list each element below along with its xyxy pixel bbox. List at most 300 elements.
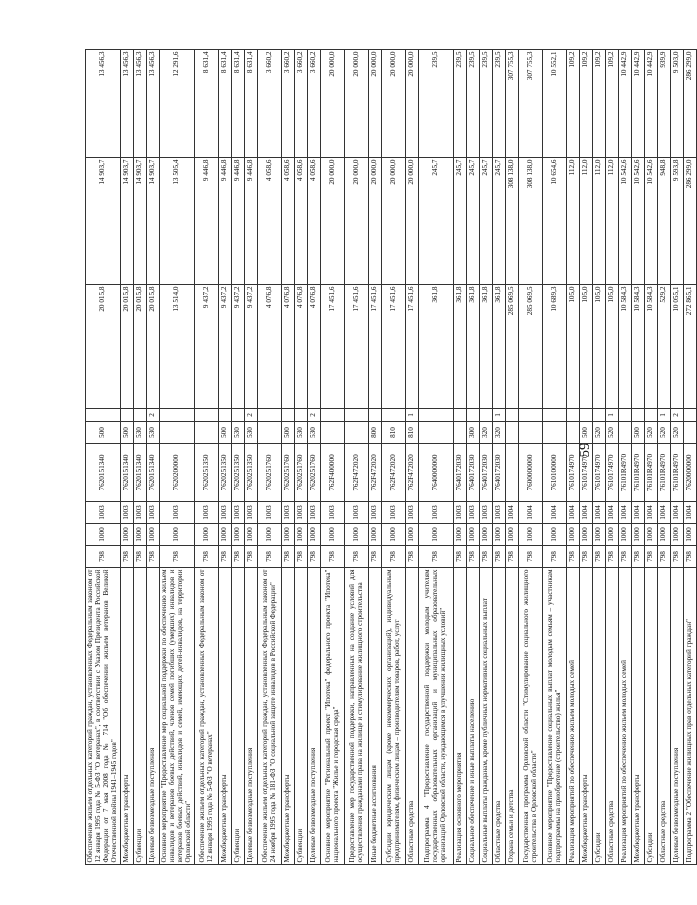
- source-cell: 1: [493, 409, 506, 422]
- row-name-cell: Субсидии: [593, 568, 606, 865]
- amount-1-cell: 10 584,3: [645, 285, 658, 409]
- table-row: [645, 50, 658, 865]
- gr-code-cell: 798: [245, 546, 258, 568]
- amount-3-cell: 939,9: [658, 50, 671, 158]
- section-cell: 1000: [321, 524, 345, 546]
- amount-2-cell: 4 058,6: [258, 158, 282, 285]
- source-cell: [619, 409, 632, 422]
- section-cell: 1000: [121, 524, 134, 546]
- subsection-cell: 1003: [321, 502, 345, 524]
- amount-2-cell: 20 000,0: [406, 158, 419, 285]
- row-name-cell: Государственная программа Орловской области "Стимулирование социального жилищного строительства в Орловской области": [519, 568, 543, 865]
- amount-2-cell: 10 542,6: [619, 158, 632, 285]
- table-row: [369, 50, 382, 865]
- amount-1-cell: 9 437,2: [245, 285, 258, 409]
- table-row: [632, 50, 645, 865]
- amount-1-cell: 10 584,3: [619, 285, 632, 409]
- table-row: [454, 50, 467, 865]
- amount-1-cell: 17 451,6: [382, 285, 406, 409]
- source-cell: [632, 409, 645, 422]
- source-cell: [195, 409, 219, 422]
- subsection-cell: 1003: [86, 502, 121, 524]
- target-article-cell: 76101R4970: [645, 444, 658, 502]
- expense-type-cell: [543, 422, 567, 444]
- amount-2-cell: 10 654,6: [543, 158, 567, 285]
- amount-1-cell: 285 069,5: [519, 285, 543, 409]
- section-cell: 1000: [454, 524, 467, 546]
- row-name-cell: Субвенции: [134, 568, 147, 865]
- section-cell: 1000: [480, 524, 493, 546]
- target-article-cell: 7640172030: [454, 444, 467, 502]
- amount-1-cell: 10 689,3: [543, 285, 567, 409]
- amount-3-cell: 20 000,0: [369, 50, 382, 158]
- table-row: [580, 50, 593, 865]
- amount-1-cell: 285 069,5: [506, 285, 519, 409]
- table-row: [619, 50, 632, 865]
- subsection-cell: 1003: [134, 502, 147, 524]
- row-name-cell: Субвенции: [295, 568, 308, 865]
- source-cell: [86, 409, 121, 422]
- expense-type-cell: 530: [232, 422, 245, 444]
- amount-3-cell: 10 552,1: [543, 50, 567, 158]
- subsection-cell: 1004: [543, 502, 567, 524]
- expense-type-cell: 530: [245, 422, 258, 444]
- source-cell: 1: [406, 409, 419, 422]
- table-row: [295, 50, 308, 865]
- amount-1-cell: 17 451,6: [406, 285, 419, 409]
- amount-2-cell: 9 446,8: [245, 158, 258, 285]
- expense-type-cell: [506, 422, 519, 444]
- amount-3-cell: 8 631,4: [195, 50, 219, 158]
- gr-code-cell: 798: [645, 546, 658, 568]
- row-name-cell: Реализация мероприятий по обеспечению жильем молодых семей: [619, 568, 632, 865]
- target-article-cell: 762F472020: [345, 444, 369, 502]
- source-cell: [219, 409, 232, 422]
- expense-type-cell: 500: [121, 422, 134, 444]
- section-cell: 1000: [671, 524, 684, 546]
- target-article-cell: 76101R4970: [632, 444, 645, 502]
- table-row: [121, 50, 134, 865]
- subsection-cell: 1004: [567, 502, 580, 524]
- source-cell: [369, 409, 382, 422]
- section-cell: 1000: [467, 524, 480, 546]
- gr-code-cell: 798: [580, 546, 593, 568]
- amount-2-cell: 20 000,0: [321, 158, 345, 285]
- target-article-cell: 7620151340: [86, 444, 121, 502]
- expense-type-cell: 520: [658, 422, 671, 444]
- subsection-cell: 1003: [419, 502, 454, 524]
- expense-type-cell: 520: [593, 422, 606, 444]
- target-article-cell: 7620251350: [245, 444, 258, 502]
- amount-1-cell: 20 015,8: [147, 285, 160, 409]
- target-article-cell: 7610174970: [593, 444, 606, 502]
- row-name-cell: Межбюджетные трансферты: [121, 568, 134, 865]
- source-cell: 2: [147, 409, 160, 422]
- row-name-cell: Целевые безвозмездные поступления: [147, 568, 160, 865]
- gr-code-cell: 798: [160, 546, 195, 568]
- gr-code-cell: 798: [593, 546, 606, 568]
- target-article-cell: 7640172030: [467, 444, 480, 502]
- expense-type-cell: [345, 422, 369, 444]
- subsection-cell: 1004: [645, 502, 658, 524]
- gr-code-cell: 798: [258, 546, 282, 568]
- amount-1-cell: 272 865,1: [684, 285, 697, 409]
- target-article-cell: 76101R4970: [671, 444, 684, 502]
- table-row: [406, 50, 419, 865]
- table-body: [86, 50, 697, 865]
- source-cell: [593, 409, 606, 422]
- gr-code-cell: 798: [147, 546, 160, 568]
- subsection-cell: 1003: [480, 502, 493, 524]
- section-cell: 1000: [567, 524, 580, 546]
- subsection-cell: 1003: [195, 502, 219, 524]
- gr-code-cell: 798: [419, 546, 454, 568]
- target-article-cell: 7640000000: [419, 444, 454, 502]
- row-name-cell: Подпрограмма 2 "Обеспечение жилищных прав отдельных категорий граждан": [684, 568, 697, 865]
- gr-code-cell: 798: [506, 546, 519, 568]
- amount-2-cell: 308 138,0: [519, 158, 543, 285]
- target-article-cell: 76101R4970: [658, 444, 671, 502]
- expense-type-cell: 320: [493, 422, 506, 444]
- subsection-cell: 1004: [506, 502, 519, 524]
- amount-3-cell: 3 660,2: [282, 50, 295, 158]
- subsection-cell: 1003: [121, 502, 134, 524]
- section-cell: 1000: [658, 524, 671, 546]
- expense-type-cell: 530: [134, 422, 147, 444]
- expense-type-cell: 520: [671, 422, 684, 444]
- row-name-cell: Межбюджетные трансферты: [632, 568, 645, 865]
- subsection-cell: 1004: [671, 502, 684, 524]
- gr-code-cell: 798: [632, 546, 645, 568]
- target-article-cell: 7610174970: [567, 444, 580, 502]
- subsection-cell: 1004: [619, 502, 632, 524]
- amount-1-cell: 4 076,8: [282, 285, 295, 409]
- amount-1-cell: 13 514,0: [160, 285, 195, 409]
- gr-code-cell: 798: [86, 546, 121, 568]
- amount-3-cell: 307 755,3: [506, 50, 519, 158]
- gr-code-cell: 798: [684, 546, 697, 568]
- subsection-cell: 1003: [160, 502, 195, 524]
- table-row: [593, 50, 606, 865]
- expense-type-cell: 500: [282, 422, 295, 444]
- source-cell: [258, 409, 282, 422]
- source-cell: [467, 409, 480, 422]
- row-name-cell: Областные средства: [493, 568, 506, 865]
- amount-2-cell: 4 058,6: [308, 158, 321, 285]
- amount-2-cell: 20 000,0: [382, 158, 406, 285]
- amount-1-cell: 361,8: [467, 285, 480, 409]
- source-cell: [232, 409, 245, 422]
- row-name-cell: Областные средства: [406, 568, 419, 865]
- subsection-cell: 1003: [232, 502, 245, 524]
- amount-3-cell: 13 456,3: [86, 50, 121, 158]
- expense-type-cell: [258, 422, 282, 444]
- expense-type-cell: [160, 422, 195, 444]
- subsection-cell: 1004: [593, 502, 606, 524]
- table-row: [684, 50, 697, 865]
- subsection-cell: 1004: [658, 502, 671, 524]
- gr-code-cell: 798: [519, 546, 543, 568]
- expense-type-cell: 320: [480, 422, 493, 444]
- section-cell: 1000: [308, 524, 321, 546]
- subsection-cell: 1003: [454, 502, 467, 524]
- table-row: [282, 50, 295, 865]
- expense-type-cell: 500: [632, 422, 645, 444]
- amount-2-cell: 20 000,0: [345, 158, 369, 285]
- source-cell: [121, 409, 134, 422]
- amount-3-cell: 239,5: [467, 50, 480, 158]
- amount-2-cell: 14 903,7: [147, 158, 160, 285]
- section-cell: 1000: [134, 524, 147, 546]
- source-cell: [645, 409, 658, 422]
- amount-2-cell: 10 542,6: [645, 158, 658, 285]
- section-cell: 1000: [419, 524, 454, 546]
- row-name-cell: Целевые безвозмездные поступления: [245, 568, 258, 865]
- section-cell: 1000: [195, 524, 219, 546]
- row-name-cell: Межбюджетные трансферты: [580, 568, 593, 865]
- gr-code-cell: 798: [382, 546, 406, 568]
- amount-1-cell: 361,8: [419, 285, 454, 409]
- expense-type-cell: 520: [645, 422, 658, 444]
- amount-1-cell: 4 076,8: [295, 285, 308, 409]
- row-name-cell: Межбюджетные трансферты: [219, 568, 232, 865]
- amount-2-cell: 9 593,8: [671, 158, 684, 285]
- table-row: [147, 50, 160, 865]
- gr-code-cell: 798: [671, 546, 684, 568]
- source-cell: [282, 409, 295, 422]
- source-cell: [295, 409, 308, 422]
- section-cell: 1000: [382, 524, 406, 546]
- row-name-cell: Обеспечение жильем отдельных категорий граждан, установленных Федеральным законом от 24 ноября 1995 года № 181-ФЗ "О социальной защите инвалидов в Российской Федерации": [258, 568, 282, 865]
- gr-code-cell: 798: [195, 546, 219, 568]
- amount-3-cell: 109,2: [606, 50, 619, 158]
- source-cell: [321, 409, 345, 422]
- amount-3-cell: 13 456,3: [147, 50, 160, 158]
- subsection-cell: 1003: [147, 502, 160, 524]
- amount-3-cell: 10 442,9: [645, 50, 658, 158]
- amount-1-cell: 361,8: [480, 285, 493, 409]
- target-article-cell: 762F472020: [406, 444, 419, 502]
- amount-3-cell: 109,2: [567, 50, 580, 158]
- amount-3-cell: 20 000,0: [406, 50, 419, 158]
- subsection-cell: 1003: [493, 502, 506, 524]
- target-article-cell: 7620251350: [195, 444, 219, 502]
- source-cell: [567, 409, 580, 422]
- table-row: [245, 50, 258, 865]
- subsection-cell: 1004: [684, 502, 697, 524]
- source-cell: 2: [245, 409, 258, 422]
- amount-3-cell: 3 660,2: [308, 50, 321, 158]
- expense-type-cell: 500: [86, 422, 121, 444]
- row-name-cell: Реализация основного мероприятия: [454, 568, 467, 865]
- amount-3-cell: 10 442,9: [619, 50, 632, 158]
- source-cell: [345, 409, 369, 422]
- subsection-cell: 1003: [219, 502, 232, 524]
- expense-type-cell: 500: [219, 422, 232, 444]
- table-row: [308, 50, 321, 865]
- gr-code-cell: 798: [134, 546, 147, 568]
- row-name-cell: Реализация мероприятий по обеспечению жильем молодых семей: [567, 568, 580, 865]
- section-cell: 1000: [684, 524, 697, 546]
- row-name-cell: Областные средства: [606, 568, 619, 865]
- table-row: [219, 50, 232, 865]
- amount-3-cell: 12 291,6: [160, 50, 195, 158]
- source-cell: 2: [671, 409, 684, 422]
- row-name-cell: Целевые безвозмездные поступления: [308, 568, 321, 865]
- subsection-cell: 1003: [467, 502, 480, 524]
- gr-code-cell: 798: [619, 546, 632, 568]
- expense-type-cell: 530: [308, 422, 321, 444]
- target-article-cell: 762F400000: [321, 444, 345, 502]
- target-article-cell: 7640172030: [480, 444, 493, 502]
- amount-3-cell: 3 660,2: [295, 50, 308, 158]
- amount-2-cell: 112,0: [593, 158, 606, 285]
- amount-1-cell: 105,0: [567, 285, 580, 409]
- amount-3-cell: 20 000,0: [321, 50, 345, 158]
- amount-3-cell: 109,2: [593, 50, 606, 158]
- gr-code-cell: 798: [295, 546, 308, 568]
- amount-3-cell: 8 631,4: [232, 50, 245, 158]
- row-name-cell: Обеспечение жильем отдельных категорий граждан, установленных Федеральным законом от 12 января 1995 года № 5-ФЗ "О ветеранах", в соответствии с Указом Президента Российской Федерации от 7 мая 2008 года № 714 "Об обеспечении жильем ветеранов Великой Отечественной войны 1941–1945 годов": [86, 568, 121, 865]
- table-row: [345, 50, 369, 865]
- section-cell: 1000: [345, 524, 369, 546]
- subsection-cell: 1003: [369, 502, 382, 524]
- source-cell: [580, 409, 593, 422]
- source-cell: 2: [308, 409, 321, 422]
- gr-code-cell: 798: [493, 546, 506, 568]
- amount-1-cell: 20 015,8: [134, 285, 147, 409]
- amount-1-cell: 4 076,8: [308, 285, 321, 409]
- gr-code-cell: 798: [606, 546, 619, 568]
- amount-1-cell: 105,0: [580, 285, 593, 409]
- table-row: [321, 50, 345, 865]
- amount-2-cell: 245,7: [454, 158, 467, 285]
- section-cell: 1000: [606, 524, 619, 546]
- amount-1-cell: 20 015,8: [86, 285, 121, 409]
- target-article-cell: 7620251760: [282, 444, 295, 502]
- target-article-cell: 7610100000: [543, 444, 567, 502]
- target-article-cell: 7620151340: [134, 444, 147, 502]
- amount-2-cell: 14 903,7: [121, 158, 134, 285]
- expense-type-cell: 800: [369, 422, 382, 444]
- table-row: [606, 50, 619, 865]
- page-number: 59: [577, 442, 593, 458]
- section-cell: 1000: [493, 524, 506, 546]
- target-article-cell: 7620251760: [295, 444, 308, 502]
- expense-type-cell: [454, 422, 467, 444]
- section-cell: 1000: [258, 524, 282, 546]
- target-article-cell: 7620200000: [160, 444, 195, 502]
- row-name-cell: Предоставление мер государственной поддержки, направленных на создание условий для осуществления гражданами права на жилище и стимулирование жилищного строительства: [345, 568, 369, 865]
- row-name-cell: Основное мероприятие "Региональный проект "Ипотека" федерального проекта "Ипотека" национального проекта "Жилье и городская среда": [321, 568, 345, 865]
- section-cell: 1000: [369, 524, 382, 546]
- amount-2-cell: 14 903,7: [134, 158, 147, 285]
- amount-3-cell: 3 660,2: [258, 50, 282, 158]
- section-cell: 1000: [593, 524, 606, 546]
- amount-2-cell: 245,7: [419, 158, 454, 285]
- table-row: [658, 50, 671, 865]
- gr-code-cell: 798: [232, 546, 245, 568]
- target-article-cell: 7620251760: [308, 444, 321, 502]
- amount-2-cell: 13 505,4: [160, 158, 195, 285]
- target-article-cell: 7620151340: [121, 444, 134, 502]
- amount-1-cell: 20 015,8: [121, 285, 134, 409]
- row-name-cell: Целевые безвозмездные поступления: [671, 568, 684, 865]
- target-article-cell: 762F472020: [369, 444, 382, 502]
- table-row: [86, 50, 121, 865]
- expense-type-cell: [519, 422, 543, 444]
- amount-2-cell: 20 000,0: [369, 158, 382, 285]
- gr-code-cell: 798: [406, 546, 419, 568]
- amount-3-cell: 8 631,4: [245, 50, 258, 158]
- row-name-cell: Субсидии юридическим лицам (кроме некоммерческих организаций), индивидуальным предпринимателям, физическим лицам – производителям товаров, работ, услуг: [382, 568, 406, 865]
- amount-3-cell: 13 456,3: [134, 50, 147, 158]
- amount-1-cell: 10 584,3: [632, 285, 645, 409]
- amount-1-cell: 105,0: [606, 285, 619, 409]
- gr-code-cell: 798: [282, 546, 295, 568]
- gr-code-cell: 798: [454, 546, 467, 568]
- amount-2-cell: 112,0: [567, 158, 580, 285]
- amount-1-cell: 17 451,6: [321, 285, 345, 409]
- row-name-cell: Областные средства: [658, 568, 671, 865]
- table-row: [567, 50, 580, 865]
- amount-2-cell: 10 542,6: [632, 158, 645, 285]
- amount-3-cell: 10 442,9: [632, 50, 645, 158]
- section-cell: 1000: [406, 524, 419, 546]
- budget-table-rotated: [85, 50, 694, 865]
- gr-code-cell: 798: [321, 546, 345, 568]
- source-cell: [543, 409, 567, 422]
- expense-type-cell: [684, 422, 697, 444]
- row-name-cell: Межбюджетные трансферты: [282, 568, 295, 865]
- target-article-cell: 76101R4970: [619, 444, 632, 502]
- gr-code-cell: 798: [345, 546, 369, 568]
- amount-3-cell: 9 503,0: [671, 50, 684, 158]
- row-name-cell: Социальные выплаты гражданам, кроме публичных нормативных социальных выплат: [480, 568, 493, 865]
- table-row: [480, 50, 493, 865]
- table-row: [506, 50, 519, 865]
- table-row: [382, 50, 406, 865]
- table-row: [467, 50, 480, 865]
- section-cell: 1000: [245, 524, 258, 546]
- section-cell: 1000: [580, 524, 593, 546]
- amount-2-cell: 9 446,8: [232, 158, 245, 285]
- table-row: [160, 50, 195, 865]
- subsection-cell: 1003: [282, 502, 295, 524]
- table-row: [419, 50, 454, 865]
- amount-3-cell: 239,5: [454, 50, 467, 158]
- gr-code-cell: 798: [467, 546, 480, 568]
- target-article-cell: 7620000000: [684, 444, 697, 502]
- source-cell: [480, 409, 493, 422]
- subsection-cell: 1003: [345, 502, 369, 524]
- source-cell: 1: [606, 409, 619, 422]
- section-cell: 1000: [147, 524, 160, 546]
- amount-2-cell: 245,7: [493, 158, 506, 285]
- table-row: [134, 50, 147, 865]
- target-article-cell: 7600000000: [519, 444, 543, 502]
- amount-2-cell: 286 299,0: [684, 158, 697, 285]
- subsection-cell: 1004: [632, 502, 645, 524]
- gr-code-cell: 798: [369, 546, 382, 568]
- amount-3-cell: 239,5: [480, 50, 493, 158]
- section-cell: 1000: [645, 524, 658, 546]
- target-article-cell: 7620251760: [258, 444, 282, 502]
- subsection-cell: 1003: [245, 502, 258, 524]
- row-name-cell: Обеспечение жильем отдельных категорий граждан, установленных Федеральным законом от 12 января 1995 года № 5-ФЗ "О ветеранах": [195, 568, 219, 865]
- row-name-cell: Основное мероприятие "Предоставление социальных выплат молодым семьям – участникам подпрограммы на приобретение (строительство) жилья": [543, 568, 567, 865]
- amount-2-cell: 245,7: [480, 158, 493, 285]
